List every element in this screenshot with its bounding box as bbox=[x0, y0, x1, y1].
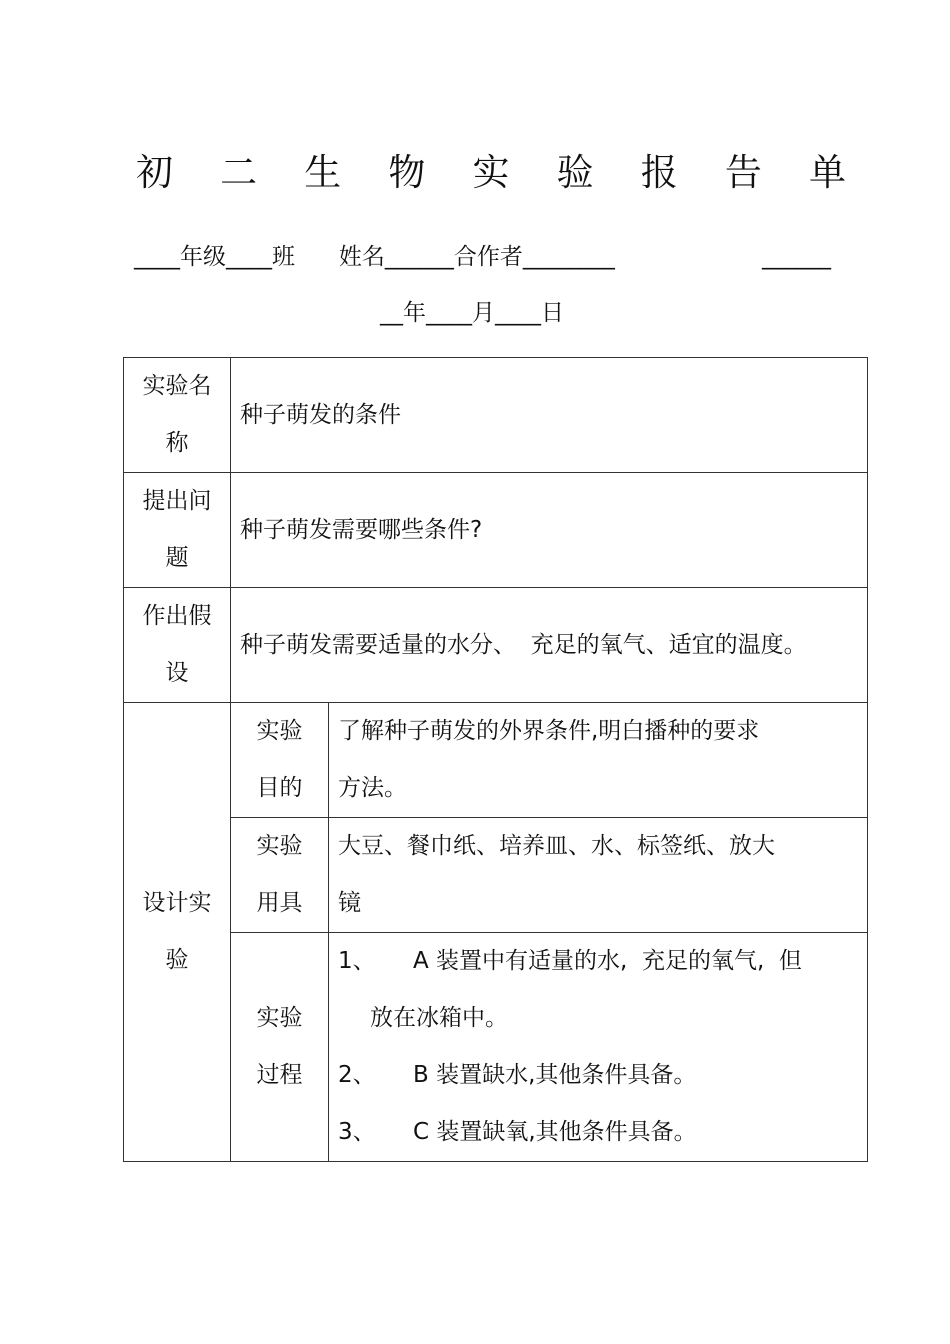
process-step-continuation: 放在冰箱中。 bbox=[370, 1005, 508, 1031]
question-text: 种子萌发需要哪些条件? bbox=[231, 473, 868, 588]
title-char: 初 bbox=[136, 151, 173, 194]
row-label: 作出假 设 bbox=[124, 588, 231, 703]
title-char: 验 bbox=[556, 151, 594, 194]
page-title bbox=[136, 148, 846, 198]
process-step: 2、 B 装置缺水,其他条件具备。 bbox=[338, 1062, 697, 1088]
hypothesis-text: 种子萌发需要适量的水分、 充足的氧气、适宜的温度。 bbox=[231, 588, 868, 703]
title-char: 实 bbox=[472, 151, 510, 194]
date-line: __年____月____日 bbox=[380, 300, 564, 326]
title-char: 二 bbox=[220, 151, 258, 194]
table-row-purpose bbox=[124, 703, 868, 818]
process-step: 1、 A 装置中有适量的水, 充足的氧气, 但 bbox=[338, 948, 802, 974]
tools-text: 大豆、餐巾纸、培养皿、水、标签纸、放大 镜 bbox=[329, 818, 868, 933]
title-char: 物 bbox=[388, 151, 426, 194]
table-row-process bbox=[124, 933, 868, 1162]
purpose-text: 了解种子萌发的外界条件,明白播种的要求 方法。 bbox=[329, 703, 868, 818]
sub-label: 实验 过程 bbox=[231, 933, 329, 1162]
title-char: 报 bbox=[640, 151, 678, 194]
row-label: 提出问 题 bbox=[124, 473, 231, 588]
row-label: 实验名 称 bbox=[124, 358, 231, 473]
row-label: 设计实 验 bbox=[124, 703, 231, 1162]
process-steps bbox=[329, 933, 868, 1162]
student-info-line: ____年级____班 姓名______合作者________ bbox=[134, 244, 615, 270]
experiment-name: 种子萌发的条件 bbox=[231, 358, 868, 473]
title-char: 单 bbox=[809, 151, 846, 194]
table-row-tools bbox=[124, 818, 868, 933]
table-row-hypothesis bbox=[124, 588, 868, 703]
sub-label: 实验 目的 bbox=[231, 703, 329, 818]
sub-label: 实验 用具 bbox=[231, 818, 329, 933]
title-char: 告 bbox=[724, 151, 762, 194]
title-char: 生 bbox=[304, 151, 342, 194]
report-table bbox=[123, 357, 868, 1162]
student-info-blank: ______ bbox=[762, 244, 831, 270]
table-row-question bbox=[124, 473, 868, 588]
process-step: 3、 C 装置缺氧,其他条件具备。 bbox=[338, 1119, 697, 1145]
table-row-name bbox=[124, 358, 868, 473]
